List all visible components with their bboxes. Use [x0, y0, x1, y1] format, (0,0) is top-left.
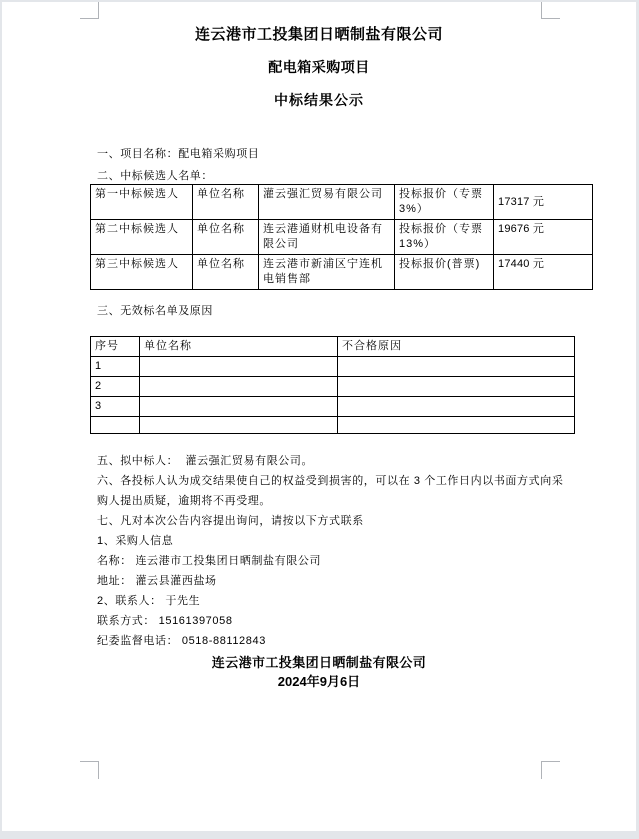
reason-cell [338, 357, 575, 377]
invalid-bids-table [90, 336, 575, 434]
table-header-row [91, 337, 575, 357]
row-number [91, 417, 140, 434]
footer-date: 2024年9月6日 [277, 674, 361, 689]
unit-name-cell [140, 377, 338, 397]
crop-mark-top-left [98, 2, 99, 18]
candidate-rank: 第三中标候选人 [91, 255, 193, 290]
crop-mark-top-right [541, 2, 542, 18]
table-row [91, 220, 593, 255]
section-invalid-bids: 三、无效标名单及原因 [97, 305, 213, 317]
row-number: 3 [91, 397, 140, 417]
doc-title-project: 配电箱采购项目 [268, 59, 370, 75]
line-contact-intro: 七、凡对本次公告内容提出询问，请按以下方式联系 [97, 515, 364, 527]
line-supervision-phone: 纪委监督电话： 0518-88112843 [97, 635, 266, 647]
unit-name-cell [140, 417, 338, 434]
price-value: 17440 元 [494, 255, 593, 290]
header-不合格原因: 不合格原因 [338, 337, 575, 357]
line-purchaser-name: 名称： 连云港市工投集团日晒制盐有限公司 [97, 555, 322, 567]
unit-label: 单位名称 [193, 220, 259, 255]
line-proposed-winner: 五、拟中标人： 灌云强汇贸易有限公司。 [97, 455, 314, 467]
unit-name-cell [140, 397, 338, 417]
doc-title-announcement: 中标结果公示 [274, 92, 364, 108]
unit-label: 单位名称 [193, 185, 259, 220]
line-contact-person: 2、联系人： 于先生 [97, 595, 201, 607]
table-row [91, 397, 575, 417]
line-purchaser-address: 地址： 灌云县灌西盐场 [97, 575, 217, 587]
candidates-table [90, 184, 593, 290]
crop-mark-bottom-right [541, 761, 560, 762]
table-row [91, 185, 593, 220]
footer-company: 连云港市工投集团日晒制盐有限公司 [211, 655, 427, 670]
candidate-rank: 第一中标候选人 [91, 185, 193, 220]
reason-cell [338, 397, 575, 417]
crop-mark-bottom-right [541, 761, 542, 779]
candidate-company: 灌云强汇贸易有限公司 [259, 185, 395, 220]
table-row [91, 417, 575, 434]
price-label: 投标报价（专票13%） [395, 220, 494, 255]
unit-label: 单位名称 [193, 255, 259, 290]
price-label: 投标报价(普票) [395, 255, 494, 290]
crop-mark-top-right [541, 18, 560, 19]
row-number: 1 [91, 357, 140, 377]
reason-cell [338, 377, 575, 397]
candidate-company: 连云港市新浦区宁连机电销售部 [259, 255, 395, 290]
crop-mark-bottom-left [80, 761, 99, 762]
document-page[interactable] [2, 2, 636, 831]
section-candidate-list: 二、中标候选人名单： [97, 170, 213, 182]
section-project-name: 一、项目名称：配电箱采购项目 [97, 148, 260, 160]
table-row [91, 255, 593, 290]
candidate-rank: 第二中标候选人 [91, 220, 193, 255]
doc-title-company: 连云港市工投集团日晒制盐有限公司 [194, 26, 443, 43]
header-单位名称: 单位名称 [140, 337, 338, 357]
line-contact-phone: 联系方式： 15161397058 [97, 615, 233, 627]
body-text-block [97, 451, 564, 651]
price-label: 投标报价（专票3%） [395, 185, 494, 220]
table-row [91, 377, 575, 397]
reason-cell [338, 417, 575, 434]
price-value: 19676 元 [494, 220, 593, 255]
crop-mark-top-left [80, 18, 99, 19]
line-purchaser-info: 1、采购人信息 [97, 535, 174, 547]
unit-name-cell [140, 357, 338, 377]
crop-mark-bottom-left [98, 761, 99, 779]
row-number: 2 [91, 377, 140, 397]
line-objection-2: 购人提出质疑，逾期将不再受理。 [97, 495, 271, 507]
table-row [91, 357, 575, 377]
header-序号: 序号 [91, 337, 140, 357]
price-value: 17317 元 [494, 185, 593, 220]
candidate-company: 连云港通财机电设备有限公司 [259, 220, 395, 255]
line-objection-1: 六、各投标人认为成交结果使自己的权益受到损害的，可以在 3 个工作日内以书面方式向采 [97, 475, 564, 487]
